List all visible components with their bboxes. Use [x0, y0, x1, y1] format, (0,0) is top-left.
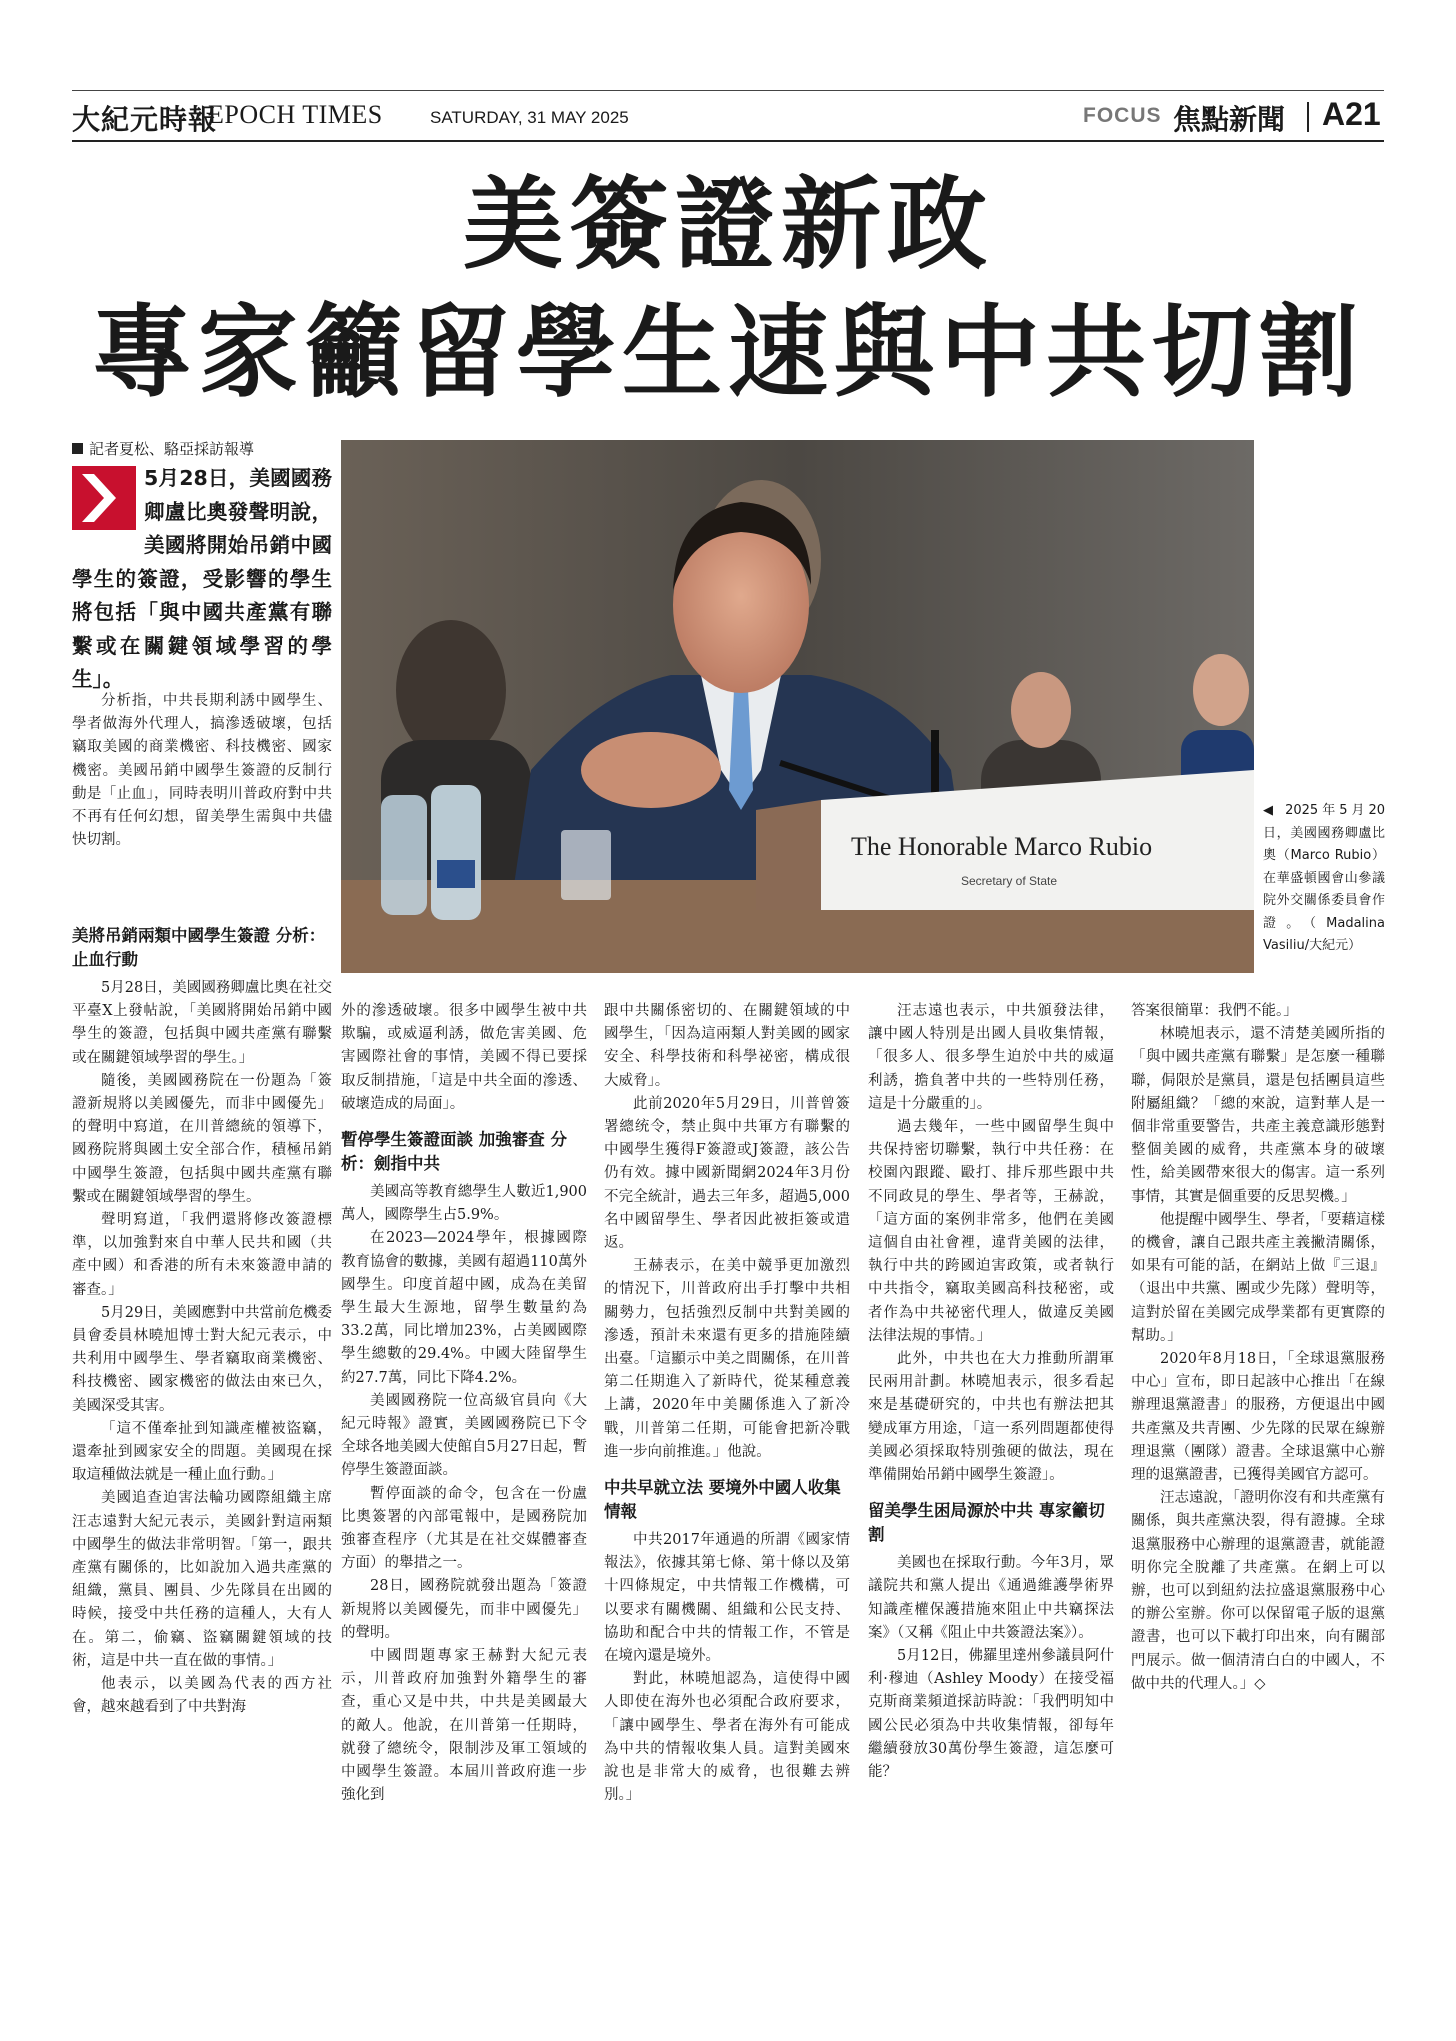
masthead-logo-en: EPOCH TIMES [208, 100, 383, 129]
col3-paragraph: 對此，林曉旭認為，這使得中國人即使在海外也必須配合政府要求，「讓中國學生、學者在海外有可能成為中共的情報收集人員。這對美國來說也是非常大的威脅，也很難去辨別。」 [604, 1671, 850, 1804]
col4-paragraph: 5月12日，佛羅里達州參議員阿什利·穆迪（Ashley Moody）在接受福克斯商業頻道採訪時說：「我們明知中國公民必須為中共收集情報，卻每年繼續發放30萬份學生簽證，這怎麼可能？ [868, 1648, 1114, 1781]
col2-paragraph: 外的滲透破壞。很多中國學生被中共欺騙，或威逼利誘，做危害美國、危害國際社會的事情，美國不得已要採取反制措施，「這是中共全面的滲透、破壞造成的局面」。 [341, 1003, 587, 1112]
col1-intro [72, 690, 332, 910]
col4-body [868, 1000, 1114, 1980]
col1-intro-paragraph: 分析指，中共長期利誘中國學生、學者做海外代理人，搞滲透破壞，包括竊取美國的商業機密、科技機密、國家機密。美國吊銷中國學生簽證的反制行動是「止血」，同時表明川普政府對中共不再有任何幻想，留美學生需與中共儘快切割。 [72, 693, 332, 849]
col4-paragraph: 過去幾年，一些中國留學生與中共保持密切聯繫，執行中共任務：在校園內跟蹤、毆打、排斥那些跟中共不同政見的學生、學者等，王赫說，「這方面的案例非常多，他們在美國這個自由社會裡，違背美國的法律，執行中共的跨國迫害政策，或者執行中共指令，竊取美國高科技秘密，或者作為中共祕密代理人，做違反美國法律法規的事情。」 [868, 1119, 1114, 1344]
col1-subhead: 美將吊銷兩類中國學生簽證 分析：止血行動 [72, 926, 326, 969]
col3-paragraph: 跟中共關係密切的、在關鍵領域的中國學生，「因為這兩類人對美國的國家安全、科學技術和科學祕密，構成很大威脅」。 [604, 1003, 850, 1089]
headline-line-2: 專家籲留學生速與中共切割 [92, 294, 1364, 411]
col3-paragraph: 中共2017年通過的所謂《國家情報法》，依據其第七條、第十條以及第十四條規定，中共情報工作機構，可以要求有關機關、組織和公民支持、協助和配合中共的情報工作，不管是在境內還是境外。 [604, 1532, 850, 1665]
col1-paragraph: 他表示，以美國為代表的西方社會，越來越看到了中共對海 [72, 1676, 332, 1716]
col4-paragraph: 美國也在採取行動。今年3月，眾議院共和黨人提出《通過維護學術界知識產權保護措施來阻止中共竊探法案》（又稱《阻止中共簽證法案》）。 [868, 1555, 1114, 1641]
col1-paragraph: 5月29日，美國應對中共當前危機委員會委員林曉旭博士對大紀元表示，中共利用中國學生、學者竊取商業機密、科技機密、國家機密的做法由來已久，美國深受其害。 [72, 1304, 332, 1414]
col3-paragraph: 王赫表示，在美中競爭更加激烈的情況下，川普政府出手打擊中共相關勢力，包括強烈反制中共對美國的滲透，預計未來還有更多的措施陸續出臺。「這顯示中美之間關係，在川普第二任期進入了新時代，從某種意義上講，2020年中美關係進入了新冷戰，川普第二任期，可能會把新冷戰進一步向前推進。」他說。 [604, 1258, 850, 1460]
page-number: A21 [1322, 96, 1381, 132]
col5-paragraph: 他提醒中國學生、學者，「要藉這樣的機會，讓自己跟共產主義撇清關係，如果有可能的話，在網站上做『三退』（退出中共黨、團或少先隊）聲明等，這對於留在美國完成學業都有更實際的幫助。」 [1131, 1211, 1385, 1344]
lead-paragraph [72, 462, 332, 697]
col2-paragraph: 美國國務院一位高級官員向《大紀元時報》證實，美國國務院已下令全球各地美國大使館自5月27日起，暫停學生簽證面談。 [341, 1392, 587, 1479]
red-chevron-icon [72, 466, 136, 530]
black-square-icon [72, 443, 83, 454]
byline [72, 438, 332, 459]
masthead-date: SATURDAY, 31 MAY 2025 [430, 108, 629, 127]
col1-paragraph: 隨後，美國國務院在一份題為「簽證新規將以美國優先，而非中國優先」的聲明中寫道，在川普總統的領導下，國務院將與國土安全部合作，積極吊銷中國學生簽證，包括與中國共產黨有聯繫或在關鍵領域學習的學生。 [72, 1072, 332, 1205]
col3-paragraph: 此前2020年5月29日，川普曾簽署總统令，禁止與中共軍方有聯繫的中國學生獲得F簽證或J簽證，該公告仍有效。據中國新聞網2024年3月份不完全統計，過去三年多，超過5,000名中國留學生、學者因此被拒簽或遣返。 [604, 1095, 850, 1252]
col3-subhead: 中共早就立法 要境外中國人收集情報 [604, 1478, 841, 1521]
top-rule [72, 90, 1384, 91]
masthead-section: 焦點新聞 [1173, 103, 1286, 136]
col2-paragraph: 美國高等教育總學生人數近1,900萬人，國際學生占5.9%。 [341, 1184, 587, 1224]
col2-paragraph: 在2023—2024學年，根據國際教育協會的數據，美國有超過110萬外國學生。印度首超中國，成為在美留學生最大生源地，留學生數量約為33.2萬，同比增加23%，占美國國際學生總數的29.4%。中國大陸留學生約27.7萬，同比下降4.2%。 [341, 1230, 587, 1386]
masthead-rule [72, 140, 1384, 142]
col4-paragraph: 此外，中共也在大力推動所謂軍民兩用計劃。林曉旭表示，很多看起來是基礎研究的，中共也有辦法把其變成軍方用途，「這一系列問題都使得美國必須採取特別強硬的做法，現在準備開始吊銷中國學生簽證」。 [868, 1351, 1114, 1484]
col3-body [604, 1000, 850, 1980]
col1-body [72, 977, 332, 1977]
nameplate-text: The Honorable Marco Rubio [851, 832, 1153, 861]
col1-paragraph: 聲明寫道，「我們還將修改簽證標準，以加強對來自中華人民共和國（共產中國）和香港的所有未來簽證申請的審查。」 [72, 1212, 332, 1298]
masthead-focus: FOCUS [1083, 104, 1162, 127]
col4-subhead: 留美學生困局源於中共 專家籲切割 [868, 1501, 1105, 1544]
col1-paragraph: 美國追查迫害法輪功國際組織主席汪志遠對大紀元表示，美國針對這兩類中國學生的做法非常明智。「第一，跟共產黨有關係的，比如說加入過共產黨的組織，黨員、團員、少先隊員在出國的時候，接受中共任務的這種人，大有人在。第二，偷竊、盜竊關鍵領域的技術，這是中共一直在做的事情。」 [72, 1490, 332, 1669]
col5-paragraph: 林曉旭表示，還不清楚美國所指的「與中國共產黨有聯繫」是怎麼一種聯聯，侷限於是黨員，還是包括團員這些附屬組織？「總的來說，這對華人是一個非常重要警告，共產主義意識形態對整個美國的威脅，共產黨本身的破壞性，給美國帶來很大的傷害。這一系列事情，其實是個重要的反思契機。」 [1131, 1026, 1385, 1205]
col2-paragraph: 28日，國務院就發出題為「簽證新規將以美國優先，而非中國優先」的聲明。 [341, 1578, 587, 1641]
col1-paragraph: 「這不僅牽扯到知識產權被盜竊，還牽扯到國家安全的問題。美國現在採取這種做法就是一種止血行動。」 [72, 1420, 332, 1484]
news-photo [341, 440, 1254, 973]
byline-text: 記者夏松、駱亞採訪報導 [89, 440, 255, 458]
col2-paragraph: 中國問題專家王赫對大紀元表示，川普政府加強對外籍學生的審查，重心又是中共，中共是美國最大的敵人。他說，在川普第一任期時，就發了總统令，限制涉及軍工領域的中國學生簽證。本屆川普政府進一步強化到 [341, 1648, 587, 1804]
nameplate-subtext: Secretary of State [961, 874, 1058, 888]
col5-body [1131, 1000, 1385, 1980]
lead-text: 5月28日，美國國務卿盧比奧發聲明說，美國將開始吊銷中國學生的簽證，受影響的學生將包括「與中國共產黨有聯繫或在關鍵領域學習的學生」。 [72, 466, 332, 691]
col2-body [341, 1000, 587, 1980]
col1-paragraph: 5月28日，美國國務卿盧比奧在社交平臺X上發帖說，「美國將開始吊銷中國學生的簽證，包括與中國共產黨有聯繫或在關鍵領域學習的學生。」 [72, 980, 332, 1066]
col4-paragraph: 汪志遠也表示，中共頒發法律，讓中國人特別是出國人員收集情報，「很多人、很多學生迫於中共的威逼利誘，擔負著中共的一些特別任務，這是十分嚴重的」。 [868, 1003, 1114, 1112]
col2-subhead: 暫停學生簽證面談 加強審查 分析：劍指中共 [341, 1130, 567, 1173]
col2-paragraph: 暫停面談的命令，包含在一份盧比奧簽署的內部電報中，是國務院加強審查程序（尤其是在社交媒體審查方面）的舉措之一。 [341, 1485, 587, 1572]
col5-paragraph: 汪志遠說，「證明你沒有和共產黨有關係，與共產黨決裂，得有證據。全球退黨服務中心辦理的退黨證書，就能證明你完全脫離了共產黨。在網上可以辦，也可以到紐約法拉盛退黨服務中心的辦公室辦。你可以保留電子版的退黨證書，也可以下載打印出來，向有關部門展示。做一個清清白白的中國人，不做中共的代理人。」◇ [1131, 1490, 1385, 1692]
col1-subhead-box [72, 924, 332, 974]
col5-paragraph: 2020年8月18日，「全球退黨服務中心」宣布，即日起該中心推出「在線辦理退黨證書」的服務，方便退出中國共產黨及共青團、少先隊的民眾在線辦理退黨（團隊）證書。全球退黨中心辦理的退黨證書，已獲得美國官方認可。 [1131, 1351, 1385, 1484]
col5-paragraph: 答案很簡單：我們不能。」 [1131, 1003, 1298, 1019]
photo-caption: ◀ 2025年5月20日，美國國務卿盧比奧（Marco Rubio）在華盛頓國會山參議院外交關係委員會作證。（Madalina Vasiliu/大紀元） [1263, 803, 1385, 953]
masthead-logo-cn: 大紀元時報 [72, 103, 218, 136]
masthead-divider [1307, 102, 1309, 132]
headline-line-1: 美簽證新政 [463, 166, 993, 283]
